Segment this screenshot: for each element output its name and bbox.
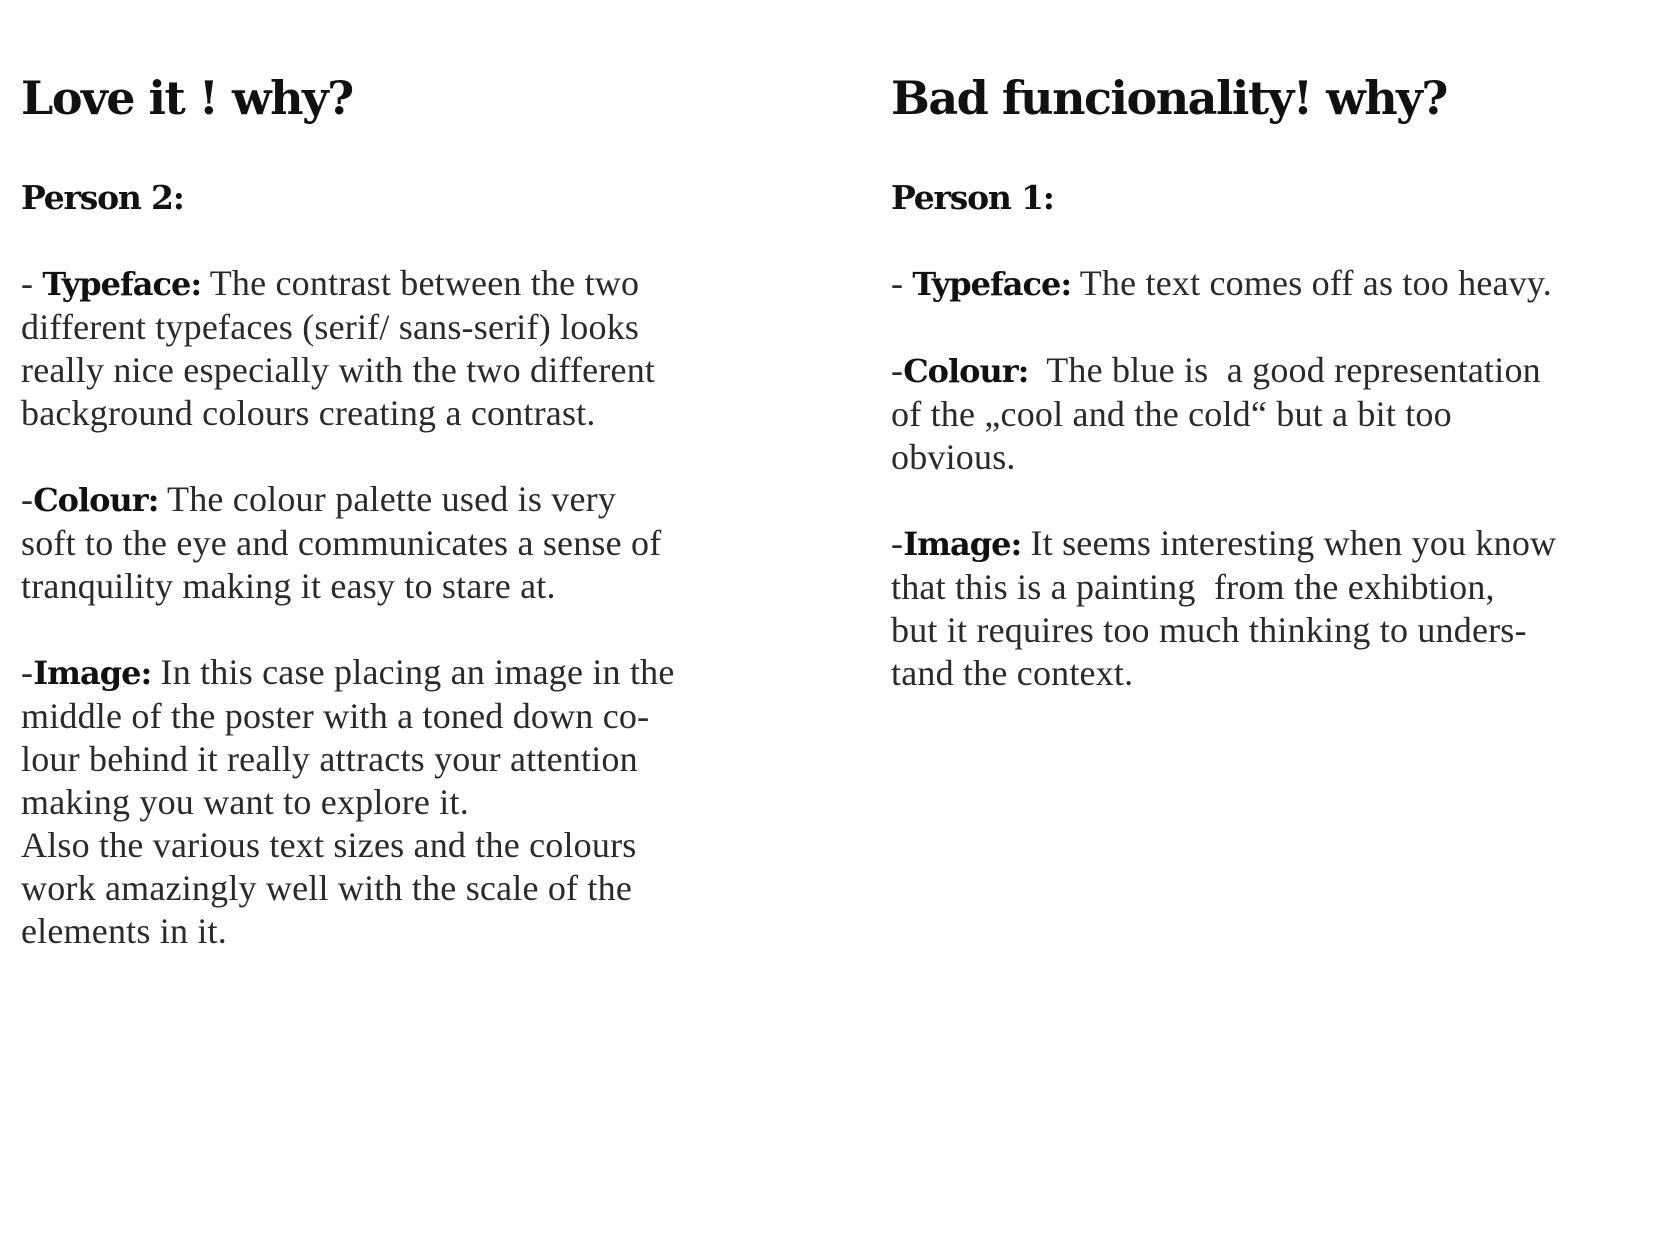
paragraph-gap bbox=[891, 306, 1631, 349]
left-typeface-text: The contrast between the two bbox=[201, 263, 640, 303]
left-heading: Love it ! why? bbox=[21, 71, 353, 125]
paragraph-gap bbox=[891, 479, 1631, 522]
left-image-line-2: middle of the poster with a toned down co- bbox=[21, 696, 650, 736]
left-image-prefix: - bbox=[21, 652, 34, 692]
left-image-label: Image: bbox=[33, 654, 152, 692]
left-image-line-6: work amazingly well with the scale of the bbox=[21, 868, 633, 908]
paragraph-gap bbox=[21, 435, 741, 478]
right-image-line-2: that this is a painting from the exhibtion, bbox=[891, 567, 1495, 607]
left-image-line-4: making you want to explore it. bbox=[21, 782, 469, 822]
right-body bbox=[891, 262, 1631, 695]
left-colour-prefix: - bbox=[21, 479, 34, 519]
right-colour-paragraph bbox=[891, 349, 1631, 479]
right-image-line-3: but it requires too much thinking to unders- bbox=[891, 610, 1527, 650]
right-image-line-4: tand the context. bbox=[891, 653, 1134, 693]
left-colour-text: The colour palette used is very bbox=[158, 479, 617, 519]
right-image-line-1 bbox=[891, 522, 1631, 566]
right-typeface-paragraph bbox=[891, 262, 1631, 306]
left-body bbox=[21, 262, 741, 953]
left-colour-paragraph bbox=[21, 478, 741, 608]
right-colour-text: The blue is a good representation bbox=[1028, 350, 1541, 390]
right-typeface-prefix: - bbox=[891, 263, 913, 303]
left-colour-line-2: soft to the eye and communicates a sense of bbox=[21, 523, 662, 563]
left-typeface-line-3: really nice especially with the two different bbox=[21, 350, 656, 390]
left-typeface-line-2: different typefaces (serif/ sans-serif) looks bbox=[21, 307, 640, 347]
left-column bbox=[21, 62, 741, 951]
left-typeface-label: Typeface: bbox=[42, 265, 202, 303]
left-image-line-1 bbox=[21, 651, 741, 695]
right-typeface-line-1 bbox=[891, 262, 1631, 306]
left-typeface-paragraph bbox=[21, 262, 741, 435]
left-image-line-7: elements in it. bbox=[21, 911, 227, 951]
left-colour-label: Colour: bbox=[33, 481, 159, 519]
left-person-label: Person 2: bbox=[21, 178, 184, 217]
right-image-paragraph bbox=[891, 522, 1631, 695]
right-colour-line-1 bbox=[891, 349, 1631, 393]
left-typeface-prefix: - bbox=[21, 263, 43, 303]
right-heading: Bad funcionality! why? bbox=[891, 71, 1447, 125]
right-image-label: Image: bbox=[903, 525, 1022, 563]
left-colour-line-1 bbox=[21, 478, 741, 522]
left-image-paragraph bbox=[21, 651, 741, 953]
right-person-label: Person 1: bbox=[891, 178, 1054, 217]
right-colour-prefix: - bbox=[891, 350, 904, 390]
left-image-line-3: lour behind it really attracts your attention bbox=[21, 739, 638, 779]
left-colour-line-3: tranquility making it easy to stare at. bbox=[21, 566, 556, 606]
right-typeface-label: Typeface: bbox=[912, 265, 1072, 303]
right-image-prefix: - bbox=[891, 523, 904, 563]
right-typeface-text: The text comes off as too heavy. bbox=[1071, 263, 1552, 303]
paragraph-gap bbox=[21, 608, 741, 651]
right-image-text: It seems interesting when you know bbox=[1021, 523, 1557, 563]
left-image-line-5: Also the various text sizes and the colours bbox=[21, 825, 637, 865]
right-colour-line-3: obvious. bbox=[891, 437, 1016, 477]
left-typeface-line-1 bbox=[21, 262, 741, 306]
left-typeface-line-4: background colours creating a contrast. bbox=[21, 393, 596, 433]
left-image-text: In this case placing an image in the bbox=[151, 652, 675, 692]
right-colour-line-2: of the „cool and the cold“ but a bit too bbox=[891, 394, 1452, 434]
right-column bbox=[891, 62, 1631, 693]
right-colour-label: Colour: bbox=[903, 352, 1029, 390]
